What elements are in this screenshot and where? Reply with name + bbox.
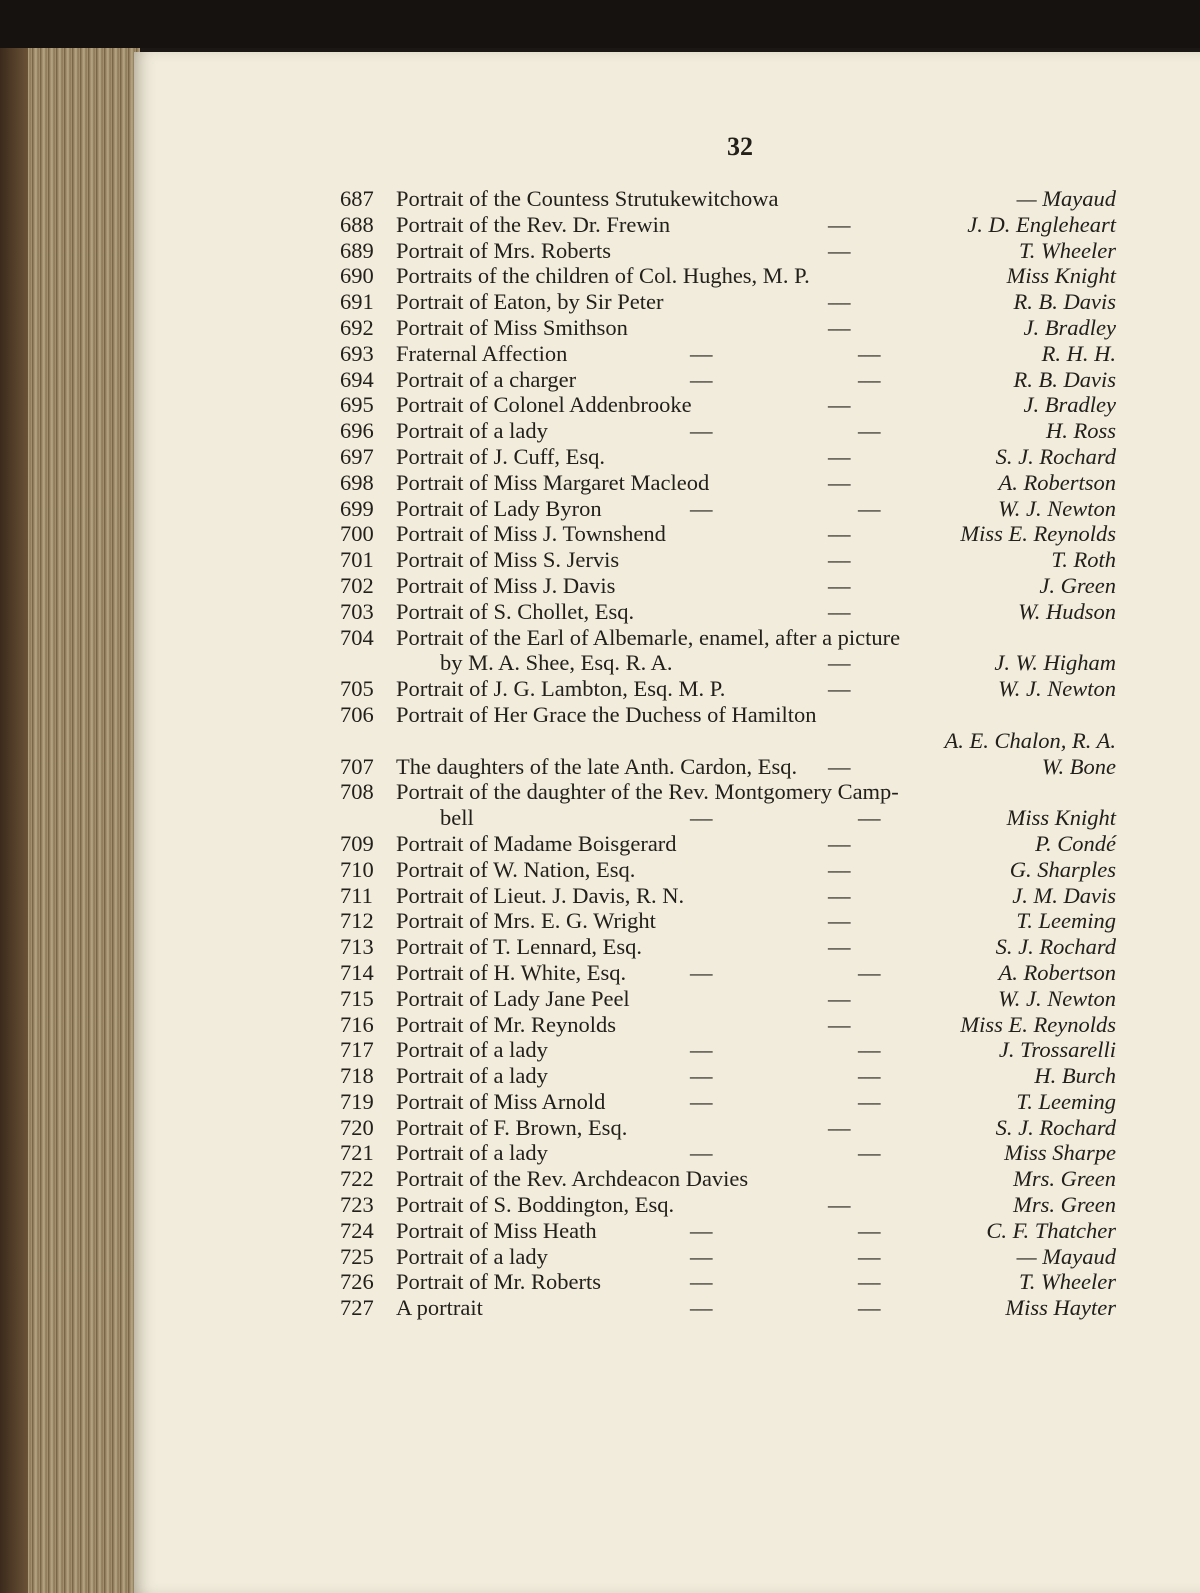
entry-title: Portrait of S. Boddington, Esq. [396,1192,675,1218]
entry-number: 693 [340,340,374,366]
leader-dash: — [828,1011,851,1037]
entry-number: 698 [340,469,374,495]
entry-title: Portrait of the Rev. Archdeacon Davies [396,1166,749,1192]
entry-number: 706 [340,701,374,727]
entry-artist: Miss Knight [1006,263,1116,289]
leader-dash: — [690,1063,713,1089]
entry-title: Portrait of Mr. Roberts [396,1269,601,1295]
leader-dash: — [858,1269,881,1295]
entry-number: 712 [340,908,374,934]
entry-number: 704 [340,624,374,650]
entry-number: 714 [340,959,374,985]
entry-number: 700 [340,521,374,547]
leader-dash: — [690,1217,713,1243]
entry-title: Portraits of the children of Col. Hughes, M. P. [396,263,810,289]
entry-artist: A. Robertson [998,469,1116,495]
entry-number: 691 [340,289,374,315]
catalogue-entry [340,986,1130,1012]
entry-title: Portrait of Miss Heath [396,1217,597,1243]
catalogue-entry [340,1218,1130,1244]
leader-dash: — [690,1088,713,1114]
catalogue-entry [340,367,1130,393]
leader-dash: — [828,572,851,598]
entry-title: Portrait of a lady [396,1140,548,1166]
entry-number: 699 [340,495,374,521]
leader-dash: — [828,547,851,573]
entry-artist: T. Wheeler [1018,237,1116,263]
catalogue-entry [340,470,1130,496]
leader-dash: — [690,340,713,366]
entry-title: A portrait [396,1295,483,1321]
entry-title: Portrait of Mr. Reynolds [396,1011,616,1037]
leader-dash: — [828,856,851,882]
entry-number: 687 [340,186,374,211]
catalogue-entry [340,263,1130,289]
catalogue-entry [340,1269,1130,1295]
entry-artist: J. Green [1039,572,1116,598]
entry-artist: S. J. Rochard [995,1114,1116,1140]
entry-artist: S. J. Rochard [995,934,1116,960]
entry-number: 713 [340,934,374,960]
entry-artist: J. Bradley [1023,392,1116,418]
catalogue-entry [340,702,1130,728]
entry-number: 709 [340,830,374,856]
catalogue-entry [340,521,1130,547]
entry-title: Portrait of the Rev. Dr. Frewin [396,211,671,237]
entry-number: 702 [340,572,374,598]
entry-title: Portrait of Miss J. Davis [396,572,616,598]
entry-number: 694 [340,366,374,392]
entry-title: The daughters of the late Anth. Cardon, Esq. [396,753,798,779]
entry-artist: Mrs. Green [1013,1192,1116,1218]
catalogue-entries [340,186,1130,1321]
entry-artist: C. F. Thatcher [986,1217,1116,1243]
entry-title: Portrait of Madame Boisgerard [396,830,677,856]
entry-artist: J. W. Higham [994,650,1116,676]
entry-number: 715 [340,985,374,1011]
catalogue-entry [340,289,1130,315]
catalogue-entry [340,676,1130,702]
entry-artist: W. J. Newton [998,495,1116,521]
catalogue-entry [340,934,1130,960]
entry-artist: Miss Sharpe [1004,1140,1116,1166]
leader-dash: — [828,908,851,934]
entry-artist: W. Bone [1041,753,1116,779]
catalogue-entry [340,1244,1130,1270]
entry-number: 689 [340,237,374,263]
entry-number: 718 [340,1063,374,1089]
leader-dash: — [828,469,851,495]
catalogue-entry [340,883,1130,909]
leader-dash: — [690,366,713,392]
entry-artist: J. Trossarelli [998,1037,1116,1063]
leader-dash: — [858,1037,881,1063]
leader-dash: — [828,676,851,702]
entry-number: 697 [340,443,374,469]
entry-artist: W. J. Newton [998,985,1116,1011]
leader-dash: — [690,1269,713,1295]
catalogue-entry [340,1012,1130,1038]
catalogue-entry [340,728,1130,754]
entry-title: Portrait of Mrs. E. G. Wright [396,908,656,934]
leader-dash: — [690,495,713,521]
leader-dash: — [828,314,851,340]
entry-title: Portrait of F. Brown, Esq. [396,1114,628,1140]
entry-title: Portrait of Miss Arnold [396,1088,606,1114]
catalogue-entry [340,1115,1130,1141]
entry-number: 708 [340,779,374,805]
entry-title: Portrait of Colonel Addenbrooke [396,392,692,418]
book-spine-shadow [0,48,28,1593]
leader-dash: — [858,1088,881,1114]
entry-title: Portrait of Eaton, by Sir Peter [396,289,664,315]
entry-artist: Miss E. Reynolds [960,521,1116,547]
leader-dash: — [828,650,851,676]
catalogue-entry [340,418,1130,444]
entry-number: 726 [340,1269,374,1295]
leader-dash: — [828,985,851,1011]
leader-dash: — [828,289,851,315]
entry-title: Portrait of W. Nation, Esq. [396,856,636,882]
catalogue-entry [340,754,1130,780]
entry-number: 725 [340,1243,374,1269]
catalogue-entry [340,1166,1130,1192]
entry-number: 688 [340,211,374,237]
scan-top-border [0,0,1200,48]
entry-number: 723 [340,1192,374,1218]
catalogue-entry [340,315,1130,341]
leader-dash: — [828,211,851,237]
entry-title: Fraternal Affection [396,340,568,366]
catalogue-entry [340,341,1130,367]
catalogue-entry [340,650,1130,676]
entry-artist: P. Condé [1035,830,1116,856]
entry-title: by M. A. Shee, Esq. R. A. [440,650,673,676]
entry-artist: H. Burch [1034,1063,1116,1089]
catalogue-entry [340,1295,1130,1321]
catalogue-entry [340,444,1130,470]
page-number: 32 [727,132,753,161]
entry-title: Portrait of J. Cuff, Esq. [396,443,605,469]
catalogue-entry [340,599,1130,625]
leader-dash: — [828,443,851,469]
entry-number: 692 [340,314,374,340]
entry-artist: J. M. Davis [1012,882,1116,908]
leader-dash: — [858,1140,881,1166]
leader-dash: — [858,959,881,985]
catalogue-entry [340,908,1130,934]
entry-title: Portrait of Lady Byron [396,495,602,521]
entry-number: 722 [340,1166,374,1192]
catalogue-entry [340,1089,1130,1115]
entry-artist: Miss E. Reynolds [960,1011,1116,1037]
entry-artist: S. J. Rochard [995,443,1116,469]
leader-dash: — [858,805,881,831]
catalogue-entry [340,1037,1130,1063]
entry-artist: J. D. Engleheart [967,211,1116,237]
leader-dash: — [690,1037,713,1063]
leader-dash: — [828,392,851,418]
leader-dash: — [690,805,713,831]
entry-artist: R. B. Davis [1013,366,1116,392]
leader-dash: — [828,882,851,908]
catalogue-entry [340,573,1130,599]
leader-dash: — [828,753,851,779]
catalogue-entry [340,1063,1130,1089]
entry-title: Portrait of Her Grace the Duchess of Hamilton [396,701,817,727]
entry-number: 701 [340,547,374,573]
catalogue-entry [340,392,1130,418]
entry-title: Portrait of Miss J. Townshend [396,521,666,547]
catalogue-entry [340,779,1130,805]
leader-dash: — [858,418,881,444]
leader-dash: — [858,1243,881,1269]
entry-title: Portrait of a lady [396,1243,548,1269]
entry-artist: J. Bradley [1023,314,1116,340]
entry-artist: — Mayaud [1016,186,1116,211]
leader-dash: — [828,521,851,547]
entry-number: 707 [340,753,374,779]
entry-artist: Miss Knight [1006,805,1116,831]
entry-artist: T. Leeming [1016,1088,1116,1114]
entry-artist: Mrs. Green [1013,1166,1116,1192]
entry-title: Portrait of Mrs. Roberts [396,237,611,263]
entry-title: Portrait of the Countess Strutukewitchowa [396,186,779,211]
entry-number: 717 [340,1037,374,1063]
entry-title: Portrait of Lieut. J. Davis, R. N. [396,882,685,908]
catalogue-entry [340,960,1130,986]
catalogue-entry [340,547,1130,573]
entry-number: 716 [340,1011,374,1037]
entry-title: Portrait of Lady Jane Peel [396,985,630,1011]
entry-number: 710 [340,856,374,882]
entry-artist: A. Robertson [998,959,1116,985]
entry-title: Portrait of a lady [396,1037,548,1063]
entry-artist: A. E. Chalon, R. A. [944,727,1116,753]
leader-dash: — [858,340,881,366]
entry-number: 705 [340,676,374,702]
catalogue-entry [340,238,1130,264]
catalogue-entry [340,1140,1130,1166]
leader-dash: — [828,830,851,856]
entry-artist: G. Sharples [1009,856,1116,882]
entry-number: 711 [340,882,373,908]
leader-dash: — [828,1192,851,1218]
leader-dash: — [858,366,881,392]
catalogue-entry [340,831,1130,857]
entry-artist: R. H. H. [1041,340,1116,366]
catalogue-entry [340,496,1130,522]
entry-title: Portrait of Miss Smithson [396,314,628,340]
catalogue-entry [340,857,1130,883]
entry-artist: T. Wheeler [1018,1269,1116,1295]
leader-dash: — [828,598,851,624]
entry-number: 696 [340,418,374,444]
entry-number: 727 [340,1295,374,1321]
leader-dash: — [690,1140,713,1166]
entry-artist: Miss Hayter [1005,1295,1116,1321]
entry-number: 695 [340,392,374,418]
entry-title: Portrait of T. Lennard, Esq. [396,934,642,960]
entry-number: 720 [340,1114,374,1140]
leader-dash: — [690,1243,713,1269]
catalogue-entry [340,212,1130,238]
leader-dash: — [858,1217,881,1243]
leader-dash: — [858,1295,881,1321]
entry-title: Portrait of the Earl of Albemarle, enamel, after a picture [396,624,901,650]
catalogue-entry [340,805,1130,831]
leader-dash: — [828,934,851,960]
entry-title: Portrait of a lady [396,1063,548,1089]
entry-title: Portrait of J. G. Lambton, Esq. M. P. [396,676,726,702]
entry-title: bell [440,805,474,831]
catalogue-entry [340,186,1130,212]
entry-title: Portrait of Miss S. Jervis [396,547,620,573]
leader-dash: — [690,418,713,444]
entry-artist: T. Roth [1051,547,1116,573]
leader-dash: — [690,1295,713,1321]
leader-dash: — [828,237,851,263]
entry-artist: W. J. Newton [998,676,1116,702]
entry-artist: W. Hudson [1018,598,1116,624]
leader-dash: — [690,959,713,985]
entry-number: 721 [340,1140,374,1166]
entry-number: 719 [340,1088,374,1114]
entry-title: Portrait of a charger [396,366,577,392]
entry-title: Portrait of H. White, Esq. [396,959,627,985]
leader-dash: — [858,495,881,521]
leader-dash: — [828,1114,851,1140]
entry-title: Portrait of the daughter of the Rev. Montgomery Camp- [396,779,899,805]
entry-title: Portrait of S. Chollet, Esq. [396,598,635,624]
entry-number: 724 [340,1217,374,1243]
entry-artist: R. B. Davis [1013,289,1116,315]
entry-title: Portrait of Miss Margaret Macleod [396,469,710,495]
entry-artist: T. Leeming [1016,908,1116,934]
catalogue-entry [340,625,1130,651]
entry-number: 703 [340,598,374,624]
entry-number: 690 [340,263,374,289]
entry-artist: H. Ross [1045,418,1116,444]
entry-title: Portrait of a lady [396,418,548,444]
entry-artist: — Mayaud [1016,1243,1116,1269]
catalogue-entry [340,1192,1130,1218]
leader-dash: — [858,1063,881,1089]
